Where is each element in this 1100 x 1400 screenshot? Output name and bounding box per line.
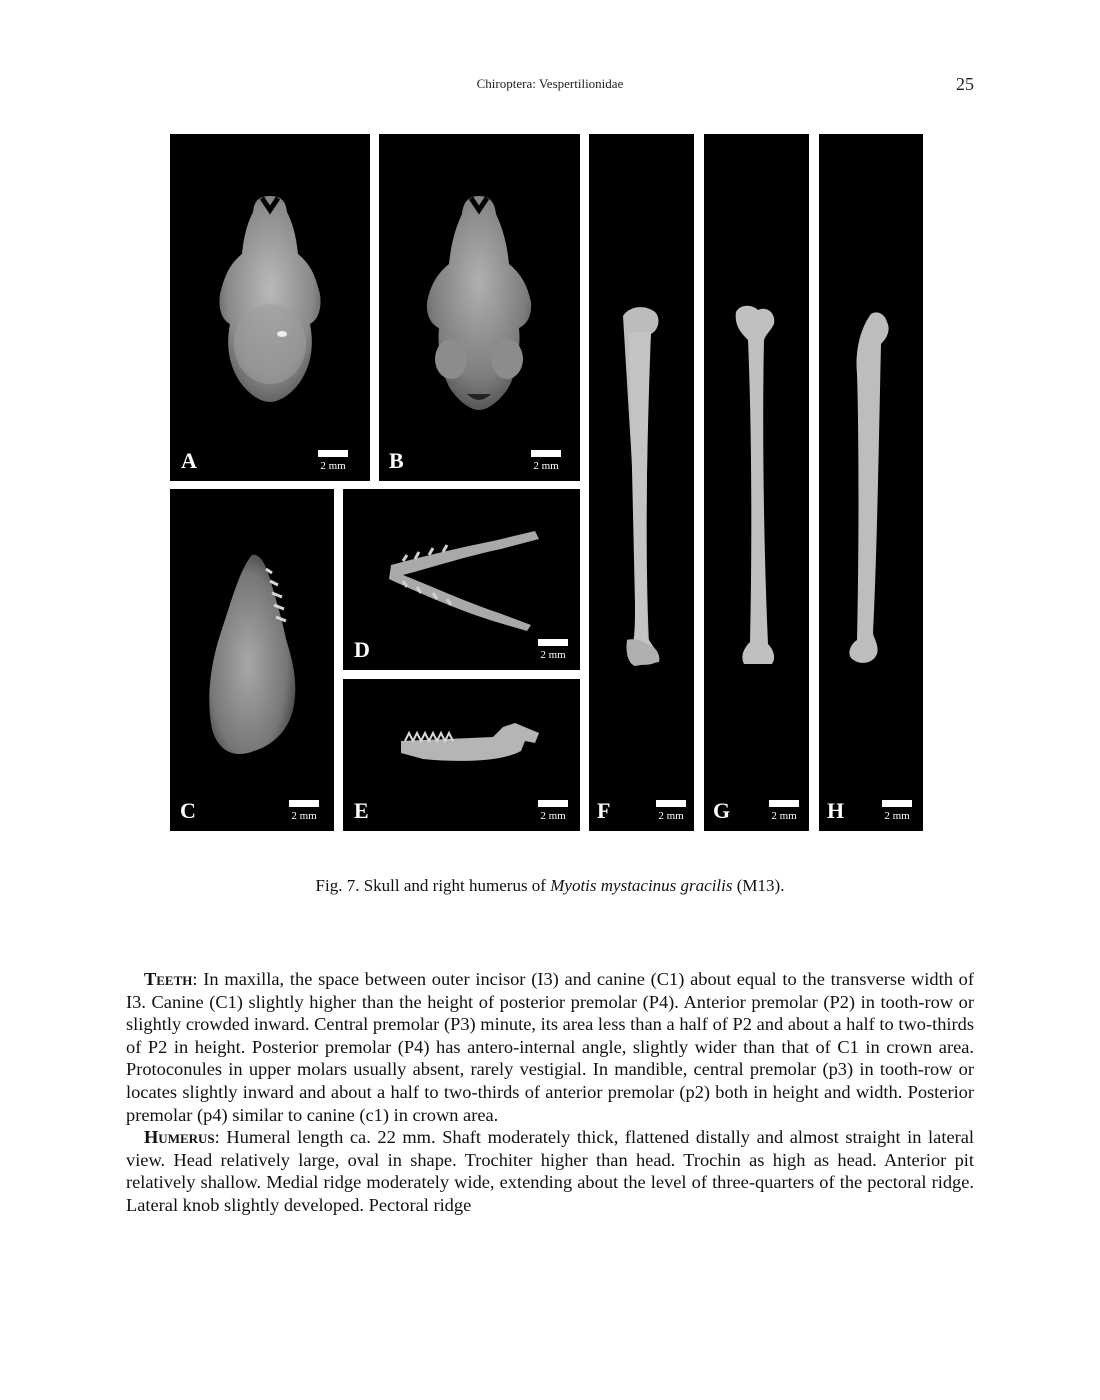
scale-bar-d (521, 639, 580, 661)
caption-prefix: Fig. 7. Skull and right humerus of (315, 876, 551, 895)
figure-panel-a (170, 134, 370, 481)
scale-bar-line (882, 800, 912, 807)
scale-bar-label: 2 mm (533, 460, 559, 472)
skull-dorsal-image (170, 134, 370, 481)
figure-panel-f (589, 134, 694, 831)
scale-bar-label: 2 mm (291, 810, 317, 822)
scale-bar-label: 2 mm (320, 460, 346, 472)
scale-bar-label: 2 mm (540, 810, 566, 822)
figure-panel-d (343, 489, 580, 670)
scale-bar-line (656, 800, 686, 807)
panel-label-e: E (354, 798, 369, 823)
panel-label-b: B (389, 448, 404, 473)
scale-bar-c (272, 800, 334, 822)
scale-bar-line (538, 639, 568, 646)
teeth-text: : In maxilla, the space between outer incisor (I3) and canine (C1) about equal to the transverse width of I3. Canine (C1) slightly higher than the height of posterior premolar (P4). Anterior premolar (P2) in tooth-row or slightly crowded inward. Central premolar (P3) minute, its area less than a half of P2 and about a half to two-thirds of P2 in height. Posterior premolar (P4) has antero-internal angle, slightly wider than that of C1 in crown area. Protoconules in upper molars usually absent, rarely vestigial. In mandible, central premolar (p3) in tooth-row or locates slightly inward and about a half to two-thirds of anterior premolar (p2) both in height and width. Posterior premolar (p4) similar to canine (c1) in crown area. (126, 969, 974, 1125)
panel-label-c: C (180, 798, 196, 823)
humerus-heading: Humerus (144, 1127, 215, 1148)
humerus-paragraph (126, 1126, 974, 1216)
teeth-paragraph (126, 968, 974, 1126)
scale-bar-a (301, 450, 365, 472)
scale-bar-label: 2 mm (884, 810, 910, 822)
panel-label-g: G (713, 798, 731, 823)
figure-panel-b (379, 134, 580, 481)
teeth-heading: Teeth (144, 969, 193, 989)
scale-bar-label: 2 mm (771, 810, 797, 822)
humerus-image-h (819, 134, 923, 831)
scale-bar-line (318, 450, 348, 457)
humerus-text: : Humeral length ca. 22 mm. Shaft moderately thick, flattened distally and almost straight in lateral view. Head relatively large, oval in shape. Trochiter higher than head. Trochin as high as head. Anterior pit relatively shallow. Medial ridge moderately wide, extending about the level of three-quarters of the pectoral ridge. Lateral knob slightly developed. Pectoral ridge (126, 1127, 974, 1215)
scale-bar-h (865, 800, 923, 822)
scale-bar-label: 2 mm (540, 649, 566, 661)
panel-label-d: D (354, 637, 370, 662)
scale-bar-label: 2 mm (658, 810, 684, 822)
figure-panel-c (170, 489, 334, 831)
figure-panel-h (819, 134, 923, 831)
scale-bar-f (639, 800, 694, 822)
scale-bar-line (769, 800, 799, 807)
figure-panel-e (343, 679, 580, 831)
scale-bar-line (289, 800, 319, 807)
running-head: Chiroptera: Vespertilionidae (476, 76, 624, 91)
figure-caption (0, 876, 1100, 896)
caption-species: Myotis mystacinus gracilis (550, 876, 733, 895)
skull-ventral-image (379, 134, 580, 481)
scale-bar-line (531, 450, 561, 457)
scale-bar-line (538, 800, 568, 807)
panel-label-h: H (827, 798, 845, 823)
scale-bar-e (521, 800, 580, 822)
body-text (126, 968, 974, 1217)
panel-label-a: A (181, 448, 197, 473)
humerus-image-f (589, 134, 694, 831)
skull-lateral-image (170, 489, 334, 831)
page-number: 25 (956, 74, 974, 94)
figure-panel-g (704, 134, 809, 831)
humerus-image-g (704, 134, 809, 831)
caption-suffix: (M13). (732, 876, 785, 895)
scale-bar-b (514, 450, 578, 472)
panel-label-f: F (597, 798, 611, 823)
scale-bar-g (752, 800, 809, 822)
